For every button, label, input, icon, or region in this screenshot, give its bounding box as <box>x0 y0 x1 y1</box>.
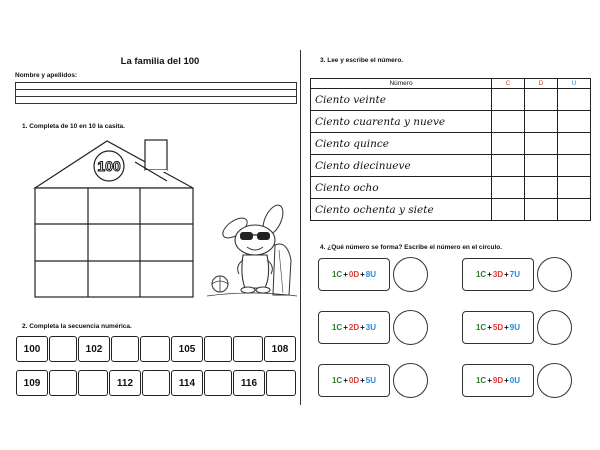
exercise3-label: 3. Lee y escribe el número. <box>320 57 404 64</box>
composition-box <box>462 258 534 291</box>
number-words: Ciento diecinueve <box>311 155 492 177</box>
answer-circle[interactable] <box>537 363 572 398</box>
sequence-box[interactable]: 114 <box>171 370 203 396</box>
composition-box <box>318 258 390 291</box>
plus-sign: + <box>360 323 365 332</box>
table-row <box>311 177 591 199</box>
sequence-box[interactable] <box>204 370 232 396</box>
header-numero: Número <box>311 79 492 89</box>
header-d: D <box>525 79 558 89</box>
d-cell[interactable] <box>525 155 558 177</box>
answer-circle[interactable] <box>537 310 572 345</box>
units-value: 0U <box>509 376 521 385</box>
number-table <box>310 78 591 221</box>
answer-circle[interactable] <box>393 257 428 292</box>
tens-value: 0D <box>348 270 360 279</box>
roof-number: 100 <box>97 158 121 174</box>
sequence-box[interactable] <box>266 370 296 396</box>
sequence-box[interactable] <box>111 336 139 362</box>
c-cell[interactable] <box>492 155 525 177</box>
plus-sign: + <box>504 376 509 385</box>
sequence-box[interactable]: 112 <box>109 370 141 396</box>
hundreds-value: 1C <box>331 270 343 279</box>
units-value: 9U <box>509 323 521 332</box>
house-drawing <box>25 138 200 300</box>
d-cell[interactable] <box>525 89 558 111</box>
header-u: U <box>558 79 591 89</box>
sequence-box[interactable] <box>233 336 263 362</box>
tens-value: 5D <box>492 323 504 332</box>
tens-value: 0D <box>348 376 360 385</box>
sequence-box[interactable]: 102 <box>78 336 110 362</box>
sequence-box[interactable]: 100 <box>16 336 48 362</box>
exercise2-label: 2. Completa la secuencia numérica. <box>22 323 132 330</box>
table-row <box>311 133 591 155</box>
c-cell[interactable] <box>492 111 525 133</box>
d-cell[interactable] <box>525 111 558 133</box>
units-value: 8U <box>365 270 377 279</box>
answer-circle[interactable] <box>393 363 428 398</box>
sequence-box[interactable] <box>49 336 77 362</box>
plus-sign: + <box>487 323 492 332</box>
plus-sign: + <box>487 376 492 385</box>
u-cell[interactable] <box>558 89 591 111</box>
plus-sign: + <box>343 323 348 332</box>
sequence-box[interactable]: 105 <box>171 336 203 362</box>
tens-value: 3D <box>492 270 504 279</box>
table-row <box>311 199 591 221</box>
units-value: 5U <box>365 376 377 385</box>
worksheet-title: La familia del 100 <box>120 56 200 67</box>
c-cell[interactable] <box>492 89 525 111</box>
composition-box <box>318 311 390 344</box>
plus-sign: + <box>487 270 492 279</box>
sequence-box[interactable] <box>204 336 232 362</box>
column-divider <box>300 50 301 405</box>
plus-sign: + <box>343 376 348 385</box>
surfboard <box>273 244 291 295</box>
answer-circle[interactable] <box>393 310 428 345</box>
units-value: 3U <box>365 323 377 332</box>
sequence-box[interactable]: 116 <box>233 370 265 396</box>
plus-sign: + <box>343 270 348 279</box>
sequence-box[interactable] <box>140 336 170 362</box>
c-cell[interactable] <box>492 199 525 221</box>
table-header-row <box>311 79 591 89</box>
c-cell[interactable] <box>492 177 525 199</box>
tens-value: 2D <box>348 323 360 332</box>
answer-circle[interactable] <box>537 257 572 292</box>
u-cell[interactable] <box>558 133 591 155</box>
sequence-box[interactable]: 109 <box>16 370 48 396</box>
hundreds-value: 1C <box>475 376 487 385</box>
house-wall <box>35 188 193 297</box>
u-cell[interactable] <box>558 199 591 221</box>
hundreds-value: 1C <box>475 323 487 332</box>
sequence-box[interactable] <box>49 370 77 396</box>
table-row <box>311 155 591 177</box>
hundreds-value: 1C <box>331 323 343 332</box>
d-cell[interactable] <box>525 133 558 155</box>
name-field[interactable] <box>15 82 297 104</box>
plus-sign: + <box>360 376 365 385</box>
d-cell[interactable] <box>525 199 558 221</box>
composition-box <box>462 364 534 397</box>
u-cell[interactable] <box>558 155 591 177</box>
cartoon-character-illustration <box>205 200 300 300</box>
plus-sign: + <box>504 270 509 279</box>
table-row <box>311 111 591 133</box>
hundreds-value: 1C <box>331 376 343 385</box>
house-chimney <box>145 140 167 170</box>
character-body <box>242 255 269 288</box>
sequence-box[interactable]: 108 <box>264 336 296 362</box>
composition-box <box>318 364 390 397</box>
u-cell[interactable] <box>558 177 591 199</box>
table-row <box>311 89 591 111</box>
exercise4-label: 4. ¿Qué número se forma? Escribe el número en el círculo. <box>320 244 503 251</box>
composition-box <box>462 311 534 344</box>
number-words: Ciento cuarenta y nueve <box>311 111 492 133</box>
units-value: 7U <box>509 270 521 279</box>
header-c: C <box>492 79 525 89</box>
name-label: Nombre y apellidos: <box>15 72 78 79</box>
number-words: Ciento veinte <box>311 89 492 111</box>
number-words: Ciento quince <box>311 133 492 155</box>
sequence-box[interactable] <box>142 370 170 396</box>
u-cell[interactable] <box>558 111 591 133</box>
tens-value: 9D <box>492 376 504 385</box>
hundreds-value: 1C <box>475 270 487 279</box>
plus-sign: + <box>504 323 509 332</box>
number-words: Ciento ocho <box>311 177 492 199</box>
sequence-box[interactable] <box>78 370 108 396</box>
d-cell[interactable] <box>525 177 558 199</box>
exercise1-label: 1. Completa de 10 en 10 la casita. <box>22 123 125 130</box>
plus-sign: + <box>360 270 365 279</box>
c-cell[interactable] <box>492 133 525 155</box>
number-words: Ciento ochenta y siete <box>311 199 492 221</box>
